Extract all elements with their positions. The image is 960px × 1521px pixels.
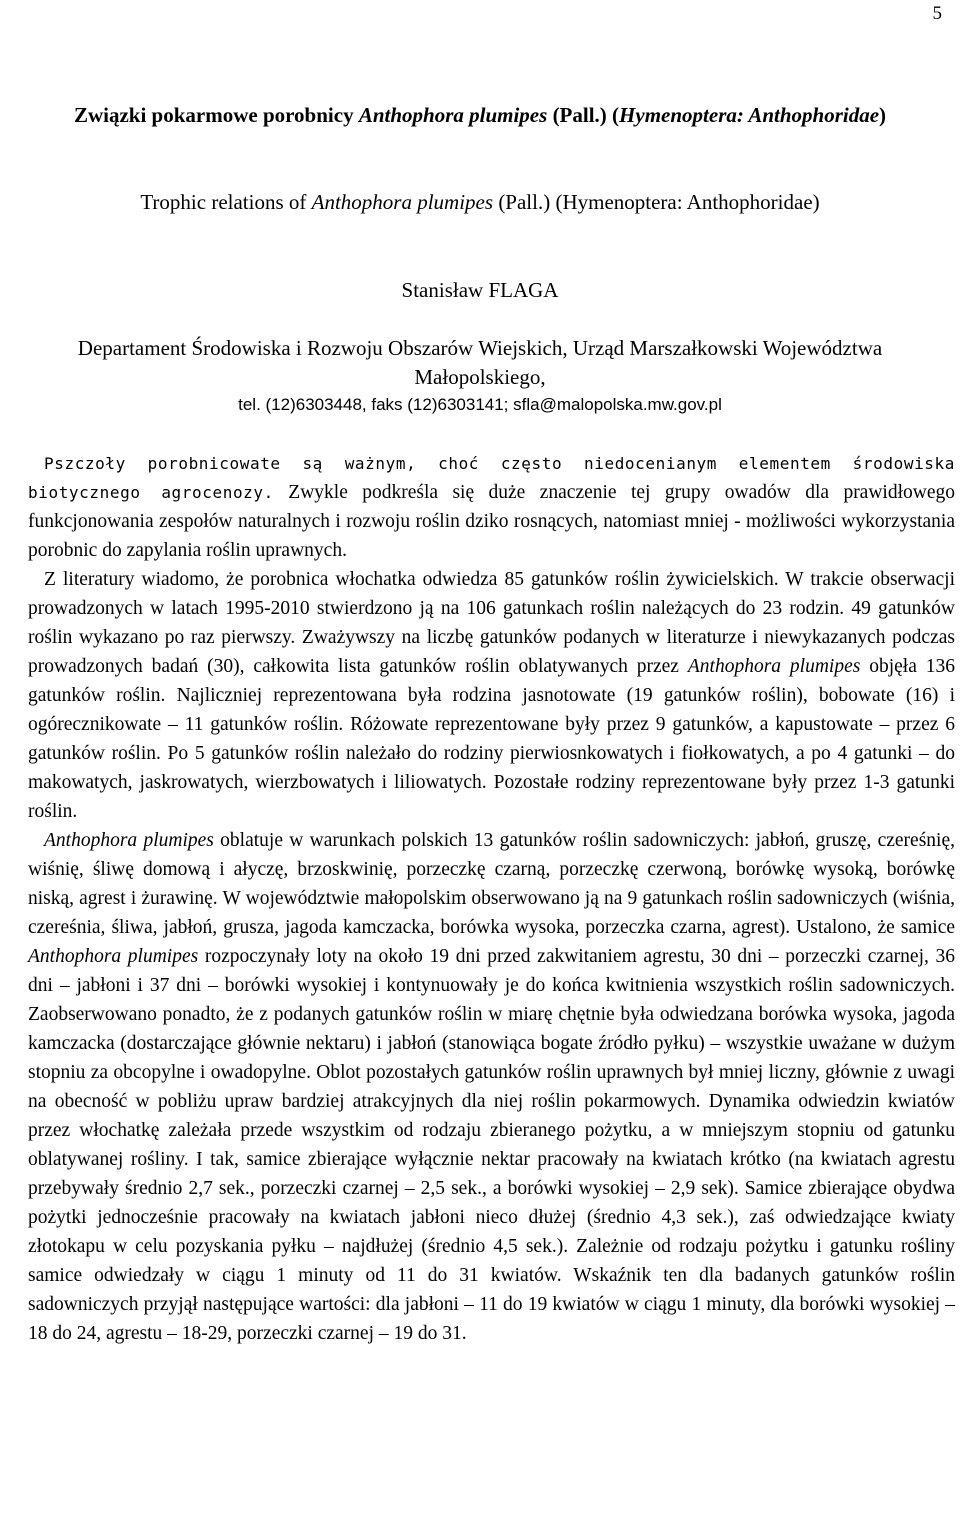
abstract-p1-text: Zwykle podkreśla się duże znaczenie tej grupy owadów dla prawidłowego funkcjonowania zespołów naturalnych i rozwoju roślin dziko rosnących, natomiast mniej - możliwości wykorzystania porobnic do zapylania roślin uprawnych. — [28, 482, 955, 561]
title-text-1: Związki pokarmowe porobnicy — [73, 103, 359, 127]
title-species: Anthophora plumipes — [358, 103, 548, 127]
article-title — [30, 100, 930, 130]
title-text-3: ) — [879, 103, 887, 127]
abstract-p2-text-a: Z literatury wiadomo, że porobnica włochatka odwiedza 85 gatunków roślin żywicielskich. W trakcie obserwacji prowadzonych w latach 1995-2010 stwierdzono ją na 106 gatunkach roślin należących do 23 rodzin. 49 gatunków roślin wykazano po raz pierwszy. Zważywszy na liczbę gatunków podanych w literaturze i niewykazanych podczas prowadzonych badań (30), całkowita lista gatunków roślin oblatywanych przez — [28, 569, 955, 677]
abstract-p3-species: Anthophora plumipes — [44, 830, 214, 851]
title-en-species: Anthophora plumipes — [311, 190, 494, 214]
title-en-text-1: Trophic relations of — [140, 190, 312, 214]
abstract-p2-species: Anthophora plumipes — [687, 656, 861, 677]
abstract-p3-text-b: rozpoczynały loty na około 19 dni przed zakwitaniem agrestu, 30 dni – porzeczki czarnej, 36 dni – jabłoni i 37 dni – borówki wysokiej i kontynuowały je do końca kwitnienia wszystkich roślin sadowniczych. Zaobserwowano ponadto, że z podanych gatunków roślin w miarę chętnie była odwiedzana borówka wysoka, jagoda kamczacka (dostarczające głównie nektaru) i jabłoń (stanowiąca bogate źródło pyłku) – wszystkie uważane w dużym stopniu za obcopylne i owadopylne. Oblot pozostałych gatunków roślin uprawnych był mniej liczny, głównie z uwagi na obecność w pobliżu upraw bardziej atrakcyjnych dla niej roślin pokarmowych. Dynamika odwiedzin kwiatów przez włochatkę zależała przede wszystkim od rodzaju zbieranego pożytku, a w mniejszym stopniu od gatunku oblatywanej rośliny. I tak, samice zbierające wyłącznie nektar pracowały na kwiatach krótko (na kwiatach agrestu przebywały średnio 2,7 sek., porzeczki czarnej – 2,5 sek., a borówki wysokiej – 2,9 sek). Samice zbierające obydwa pożytki jednocześnie pracowały na kwiatach jabłoni nieco dłużej (średnio 4,3 sek.), zaś odwiedzające kwiaty złotokapu w celu pozyskania pyłku – najdłużej (średnio 4,5 sek.). Zależnie od rodzaju pożytku i gatunku rośliny samice odwiedzały w ciągu 1 minuty od 11 do 31 kwiatów. Wskaźnik ten dla badanych gatunków roślin sadowniczych przyjął następujące wartości: dla jabłoni – 11 do 19 kwiatów w ciągu 1 minuty, dla borówki wysokiej – 18 do 24, agrestu – 18-29, porzeczki czarnej – 19 do 31. — [28, 946, 955, 1344]
abstract-p3-species-2: Anthophora plumipes — [28, 946, 199, 967]
author-contact: tel. (12)6303448, faks (12)6303141; sfla@malopolska.mw.gov.pl — [238, 395, 722, 414]
abstract-paragraph-1 — [28, 449, 955, 565]
title-taxon: Hymenoptera: Anthophoridae — [619, 103, 880, 127]
title-en-text-2: (Pall.) (Hymenoptera: Anthophoridae) — [493, 190, 820, 214]
article-title-english — [10, 188, 950, 216]
abstract-p2-text-b: objęła 136 gatunków roślin. Najliczniej reprezentowana była rodzina jasnotowate (19 gatunków roślin), bobowate (16) i ogórecznikowate – 11 gatunków roślin. Różowate reprezentowane były przez 9 gatunków, a kapustowate – przez 6 gatunków roślin. Po 5 gatunków roślin należało do rodziny pierwiosnkowatych i fiołkowatych, a po 4 gatunki – do makowatych, jaskrowatych, wierzbowatych i liliowatych. Pozostałe rodziny reprezentowane były przez 1-3 gatunki roślin. — [28, 656, 955, 822]
abstract-lead-sentence: Pszczoły porobnicowate są ważnym, choć często niedocenianym elementem środowiska biotycznego agrocenozy. — [28, 454, 955, 502]
abstract-paragraph-3 — [28, 826, 955, 1348]
author-affiliation: Departament Środowiska i Rozwoju Obszarów Wiejskich, Urząd Marszałkowski Województwa Małopolskiego, — [77, 336, 883, 389]
title-text-2: (Pall.) ( — [547, 103, 620, 127]
abstract-paragraph-2 — [28, 565, 955, 826]
author-name: Stanisław FLAGA — [401, 278, 559, 302]
page-number: 5 — [932, 3, 942, 24]
abstract-p3-text-a: oblatuje w warunkach polskich 13 gatunków roślin sadowniczych: jabłoń, gruszę, czereśnię, wiśnię, śliwę domową i ałyczę, brzoskwinię, porzeczkę czarną, porzeczkę czerwoną, borówkę wysoką, borówkę niską, agrest i żurawinę. W województwie małopolskim obserwowano ją na 9 gatunkach roślin sadowniczych (wiśnia, czereśnia, śliwa, jabłoń, grusza, jagoda kamczacka, borówka wysoka, porzeczka czarna, agrest). Ustalono, że samice — [28, 830, 955, 938]
abstract — [28, 449, 955, 1348]
